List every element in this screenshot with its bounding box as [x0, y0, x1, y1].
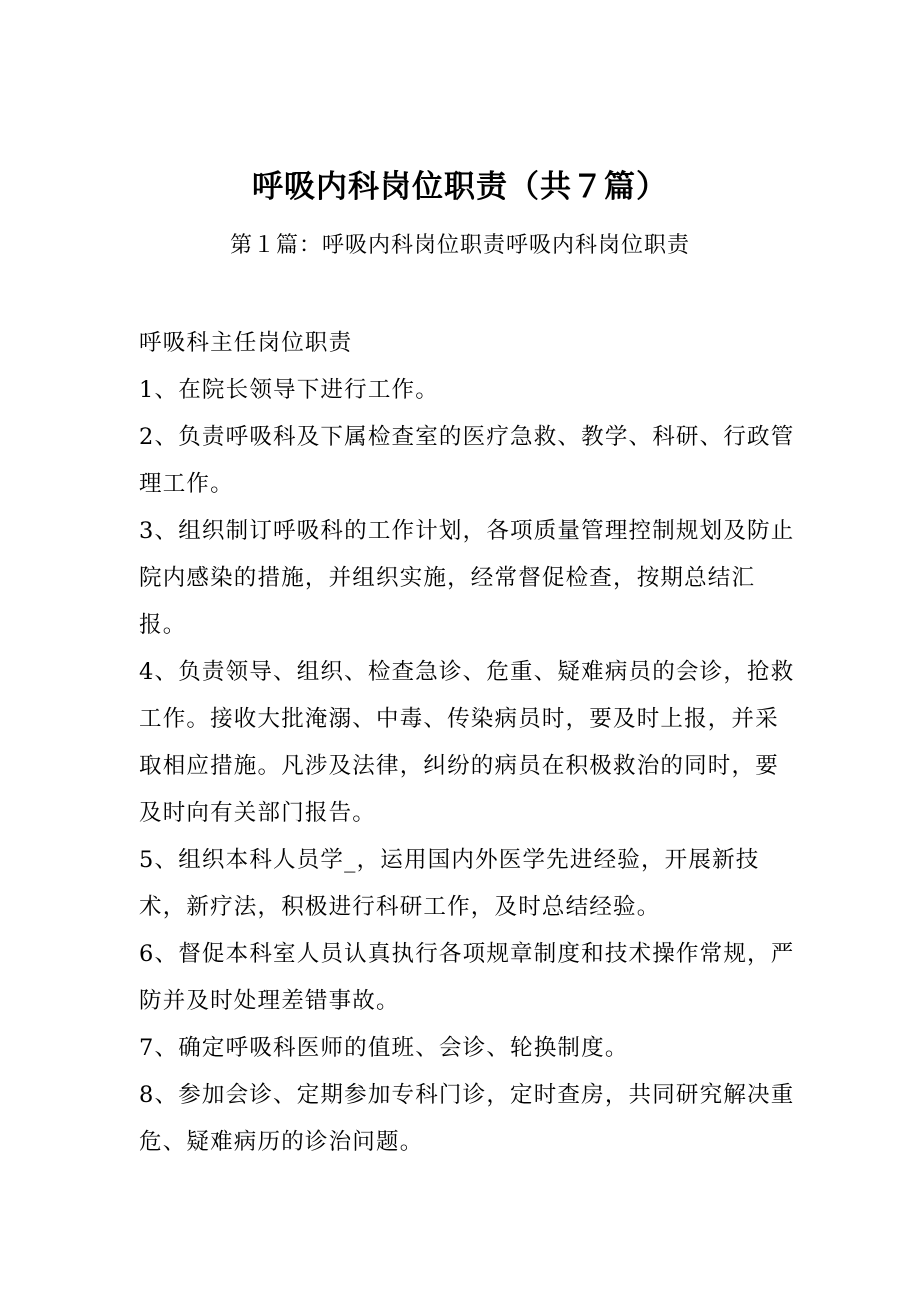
document-subtitle: 第１篇：呼吸内科岗位职责呼吸内科岗位职责	[229, 233, 690, 258]
section-heading: 呼吸科主任岗位职责	[139, 330, 353, 356]
document-body	[139, 320, 799, 1166]
duty-item-3: 3、组织制订呼吸科的工作计划，各项质量管理控制规划及防止院内感染的措施，并组织实施，经常督促检查，按期总结汇报。	[139, 518, 795, 638]
duty-item-6: 6、督促本科室人员认真执行各项规章制度和技术操作常规，严防并及时处理差错事故。	[139, 941, 795, 1014]
duty-item-8: 8、参加会诊、定期参加专科门诊，定时查房，共同研究解决重危、疑难病历的诊治问题。	[139, 1082, 795, 1155]
duty-item-7: 7、确定呼吸科医师的值班、会诊、轮换制度。	[139, 1035, 629, 1061]
duty-item-1: 1、在院长领导下进行工作。	[139, 377, 439, 403]
duty-item-2: 2、负责呼吸科及下属检查室的医疗急救、教学、科研、行政管理工作。	[139, 424, 795, 497]
document-title: 呼吸内科岗位职责（共７篇）	[252, 168, 668, 205]
duty-item-5: 5、组织本科人员学_，运用国内外医学先进经验，开展新技术，新疗法，积极进行科研工作，及时总结经验。	[139, 847, 760, 920]
duty-item-4: 4、负责领导、组织、检查急诊、危重、疑难病员的会诊，抢救工作。接收大批淹溺、中毒、传染病员时，要及时上报，并采取相应措施。凡涉及法律，纠纷的病员在积极救治的同时，要及时向有关部门报告。	[139, 659, 795, 826]
